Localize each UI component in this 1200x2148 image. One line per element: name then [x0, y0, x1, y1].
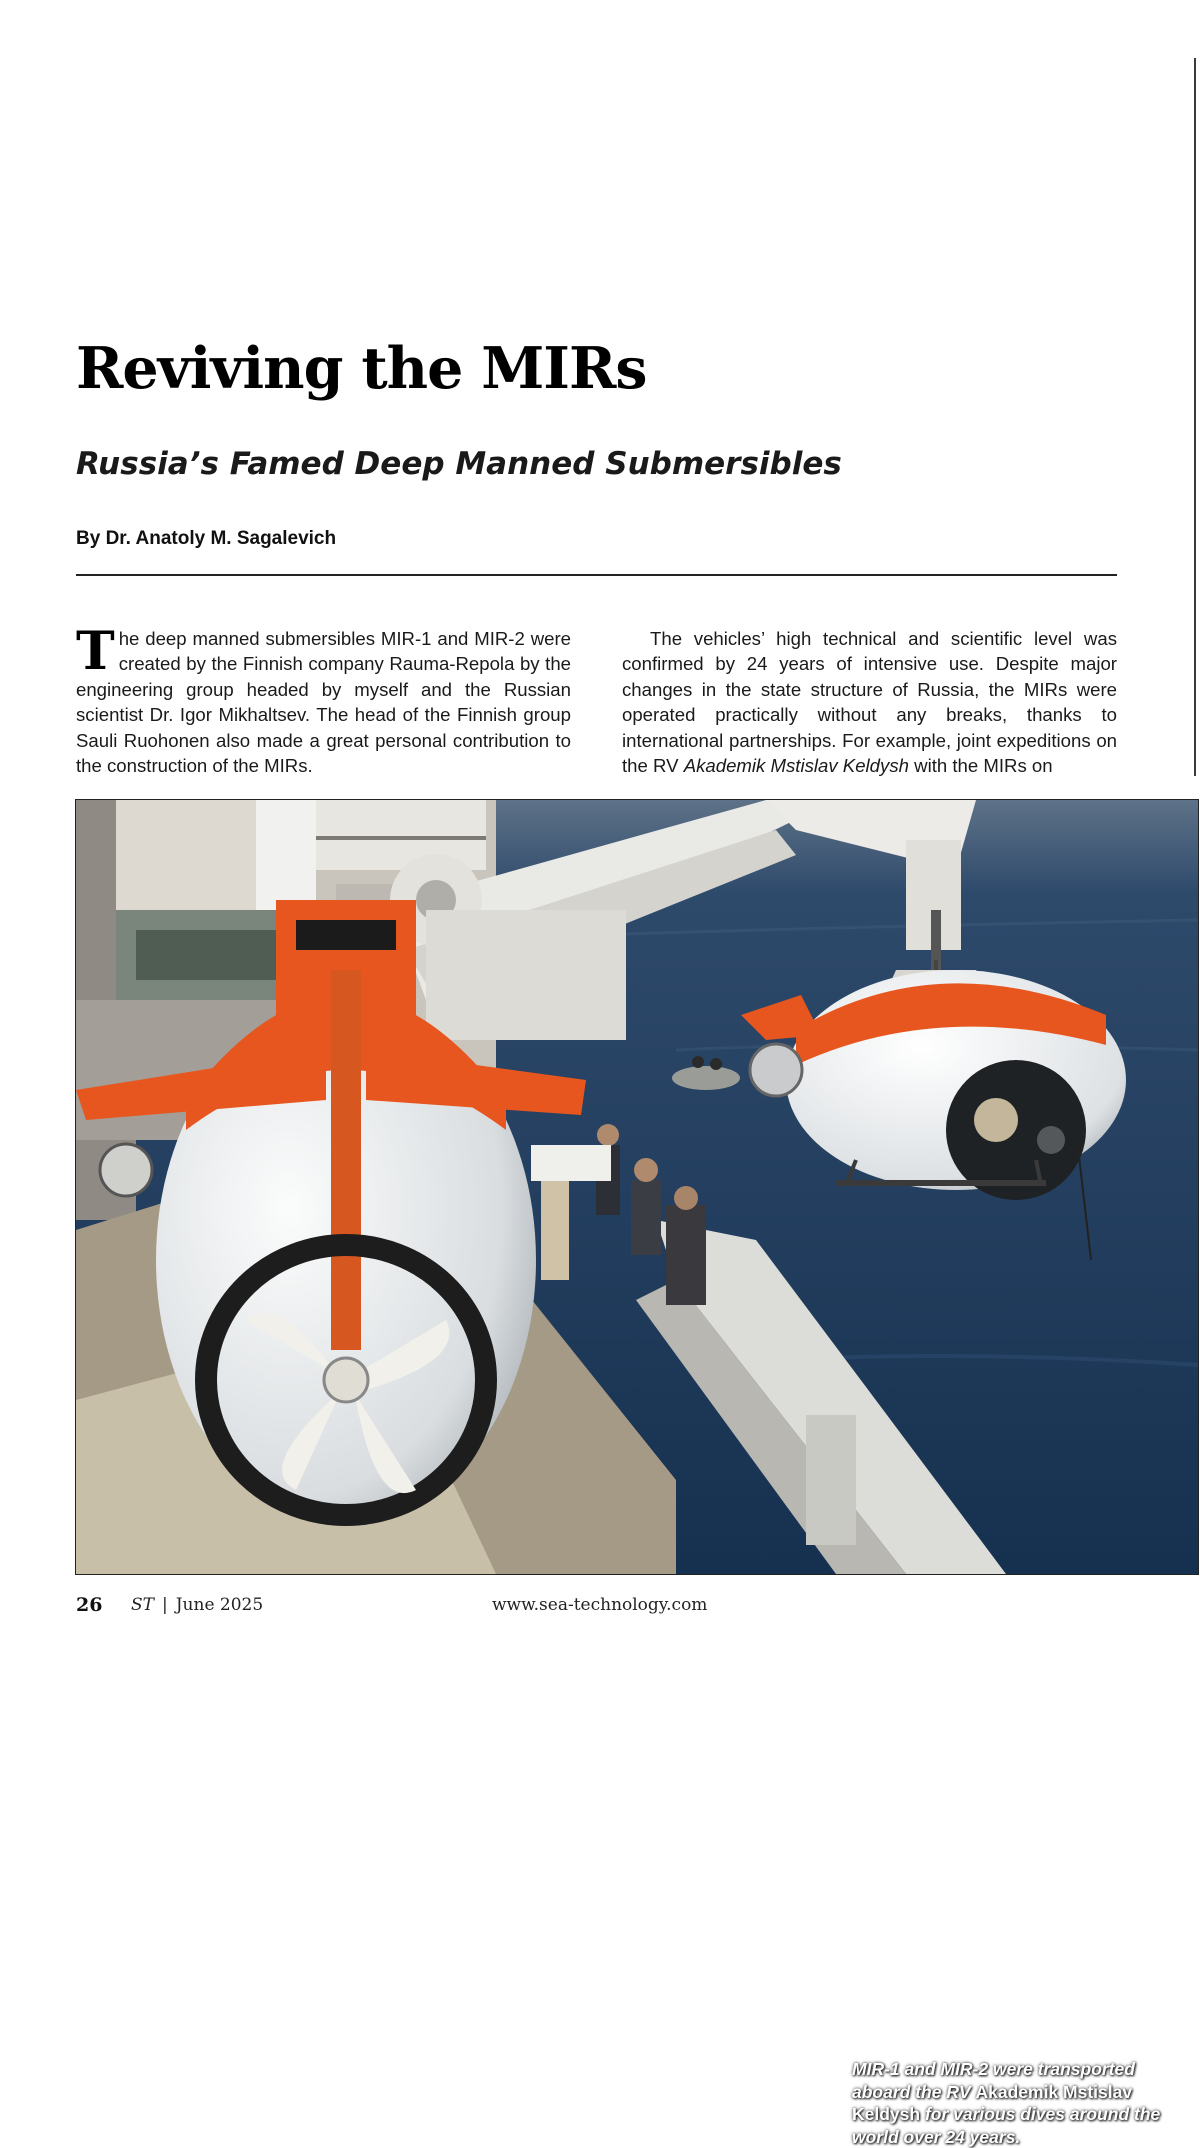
website-link[interactable]: www.sea-technology.com: [492, 1595, 708, 1615]
drop-cap: T: [76, 621, 115, 682]
body-text-left: he deep manned submersibles MIR-1 and MIR-2 were created by the Finnish company Rauma-Repola by the engineering group headed by myself and the Russian scientist Dr. Igor Mikhaltsev. The head of the Finnish group Sauli Ruohonen also made a great personal contribution to the construction of the MIRs.: [76, 628, 571, 777]
page-number: 26: [76, 1594, 103, 1616]
issue-date: June 2025: [175, 1595, 264, 1615]
article-subtitle: Russia’s Famed Deep Manned Submersibles: [76, 446, 842, 482]
body-column-left: [76, 621, 571, 778]
magazine-name: ST: [131, 1595, 154, 1615]
caption-text-b: for various dives around the world over 24 years.: [852, 2104, 1161, 2147]
body-column-right: [622, 626, 1117, 778]
page-footer: [0, 1594, 1200, 1624]
right-edge-rule: [1194, 58, 1196, 776]
caption-ship-name: Akademik Mstislav Keldysh: [852, 2081, 1133, 2124]
photo-caption: [852, 2058, 1197, 2148]
submersible-photo-illustration: [76, 800, 1198, 1574]
publication-info: [131, 1595, 263, 1615]
ship-name: Akademik Mstislav Keldysh: [683, 755, 909, 777]
body-text-right-a: The vehicles’ high technical and scientific level was confirmed by 24 years of intensive use. Despite major changes in the state structure of Russia, the MIRs were operated practically without any breaks, thanks to international partnerships. For example, joint expeditions on the RV: [622, 628, 1117, 777]
byline-divider: [76, 574, 1117, 576]
footer-separator: |: [162, 1595, 168, 1615]
article-title: Reviving the MIRs: [76, 335, 647, 402]
caption-text-a: MIR-1 and MIR-2 were transported aboard the RV: [852, 2059, 1135, 2102]
body-text-right-b: with the MIRs on: [908, 755, 1053, 777]
article-byline: By Dr. Anatoly M. Sagalevich: [76, 528, 337, 549]
